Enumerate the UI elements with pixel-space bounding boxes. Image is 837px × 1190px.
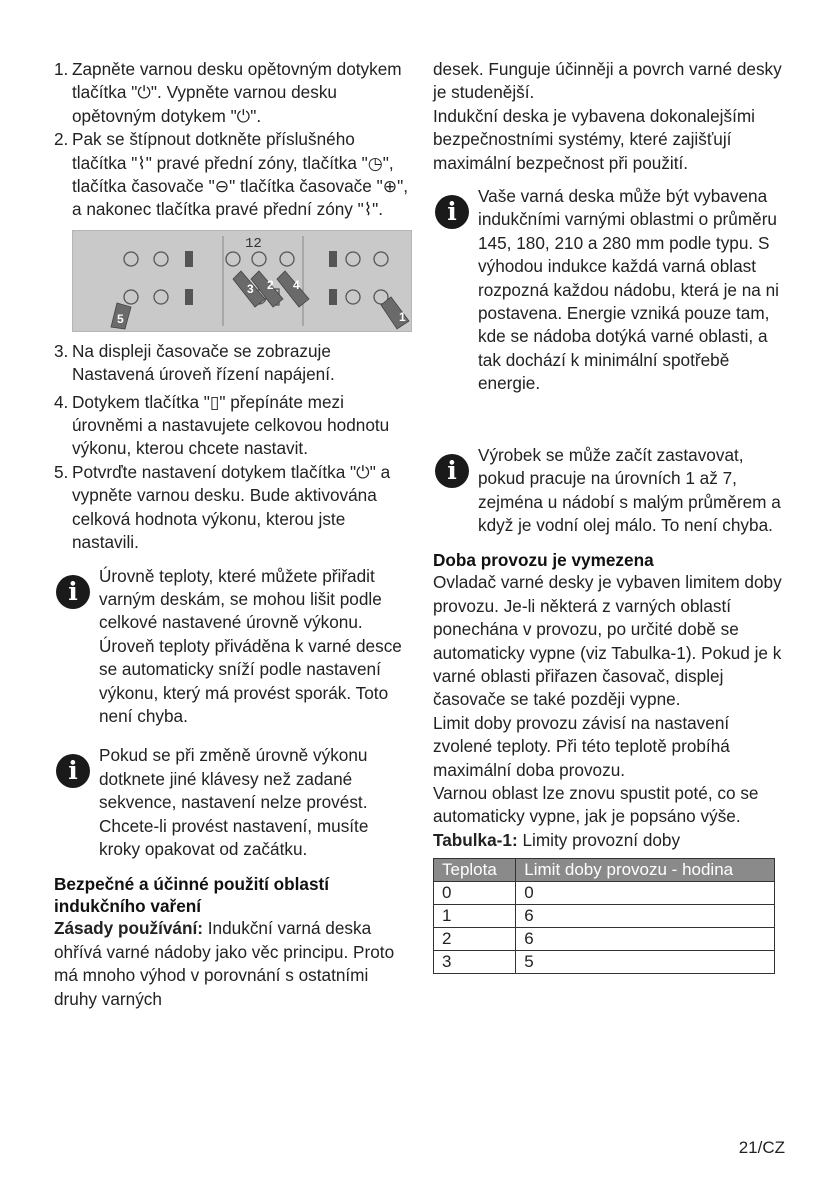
info-icon: i xyxy=(56,575,90,609)
table-row: 0 0 xyxy=(434,882,775,905)
info-note-4: i Výrobek se může začít zastavovat, pokud pracuje na úrovních 1 až 7, zejména u nádobí s malým průměrem a když je vodní olej málo. To není chyba. xyxy=(433,444,789,538)
table-header-row xyxy=(434,859,775,882)
left-column xyxy=(54,58,410,1011)
operation-limit-table xyxy=(433,858,775,974)
safety-paragraph: Indukční deska je vybavena dokonalejšími bezpečnostními systémy, které zajišťují maximální bezpečnost při použití. xyxy=(433,105,755,173)
continued-paragraph: desek. Funguje účinněji a povrch varné desky je studenější. xyxy=(433,59,782,103)
info-icon: i xyxy=(435,454,469,488)
finger-callouts xyxy=(111,271,409,329)
callout-2: 2 xyxy=(267,277,274,292)
operation-paragraph-3: Varnou oblast lze znovu spustit poté, co se automaticky vypne, jak je popsáno výše. xyxy=(433,782,759,827)
table-row: 3 5 xyxy=(434,951,775,974)
table-row: 1 6 xyxy=(434,905,775,928)
step-4: 4. Dotykem tlačítka "▯" přepínáte mezi úrovněmi a nastavujete celkovou hodnotu výkonu, kterou chcete nastavit. xyxy=(54,391,390,459)
step-5: 5. Potvrďte nastavení dotykem tlačítka "⏻" a vypněte varnou desku. Bude aktivována celková hodnota výkonu, kterou jste nastavili. xyxy=(54,461,391,553)
right-zone-buttons xyxy=(346,252,388,304)
timer-display: 12 xyxy=(245,235,262,252)
section-heading-operation: Doba provozu je vymezena xyxy=(433,550,654,571)
control-panel-figure xyxy=(72,230,412,332)
table-row: 2 6 xyxy=(434,928,775,951)
right-column xyxy=(433,58,789,974)
table-caption: Tabulka-1: Limity provozní doby xyxy=(433,829,681,850)
step-2: 2. Pak se štípnout dotkněte příslušného tlačítka "⌇" pravé přední zóny, tlačítka "◷", tlačítka časovače "⊖" tlačítka časovače "⊕", a nakonec tlačítka pravé přední zóny "⌇". xyxy=(54,129,408,220)
info-icon: i xyxy=(435,195,469,229)
operation-paragraph-1: Ovladač varné desky je vybaven limitem doby provozu. Je-li některá z varných oblastí ponechána v provozu, po určité době se automaticky vypne (viz Tabulka-1). Pokud je k varné oblasti přiřazen časovač, displej časovače se také později vypne. xyxy=(433,572,782,710)
callout-1: 1 xyxy=(399,309,406,324)
callout-3: 3 xyxy=(247,281,254,296)
control-panel-illustration xyxy=(73,231,411,331)
info-note-1: i Úrovně teploty, které můžete přiřadit varným deskám, se mohou lišit podle celkové nastavené úrovně výkonu. Úroveň teploty přiváděna k varné desce se automaticky sníží podle nastavení výkonu, který má provést sporák. Toto není chyba. xyxy=(54,565,410,729)
operation-paragraph-2: Limit doby provozu závisí na nastavení zvolené teploty. Při této teplotě probíhá maximální doba provozu. xyxy=(433,712,730,780)
info-note-2: i Pokud se při změně úrovně výkonu dotknete jiné klávesy než zadané sekvence, nastavení nelze provést. Chcete-li provést nastavení, musíte kroky opakovat od začátku. xyxy=(54,744,410,861)
callout-5: 5 xyxy=(117,311,124,326)
callout-4: 4 xyxy=(293,277,300,292)
page-number: 21/CZ xyxy=(738,1138,785,1157)
step-3: 3. Na displeji časovače se zobrazuje Nastavená úroveň řízení napájení. xyxy=(54,340,335,385)
step-1: 1. Zapněte varnou desku opětovným dotykem tlačítka "⏻". Vypněte varnou desku opětovným dotykem "⏻". xyxy=(54,59,402,126)
info-note-3: i Vaše varná deska může být vybavena indukčními varnými oblastmi o průměru 145, 180, 210 a 280 mm podle typu. S výhodou indukce každá varná oblast rozpozná každou nádobu, která je na ni postavena. Energie vzniká pouze tam, kde se nádoba dotýká varné oblasti, a tak dochází k minimální spotřebě energie. xyxy=(433,185,789,396)
principle-paragraph: Zásady používání: Indukční varná deska ohřívá varné nádoby jako věc principu. Proto má mnoho výhod v porovnání s ostatními druhy varných xyxy=(54,918,395,1009)
table-header: Limit doby provozu - hodina xyxy=(516,859,775,882)
table-header: Teplota xyxy=(434,859,516,882)
left-zone-buttons xyxy=(124,252,168,304)
section-heading-induction: Bezpečné a účinné použití oblastí indukčního vaření xyxy=(54,874,330,917)
info-icon: i xyxy=(56,754,90,788)
